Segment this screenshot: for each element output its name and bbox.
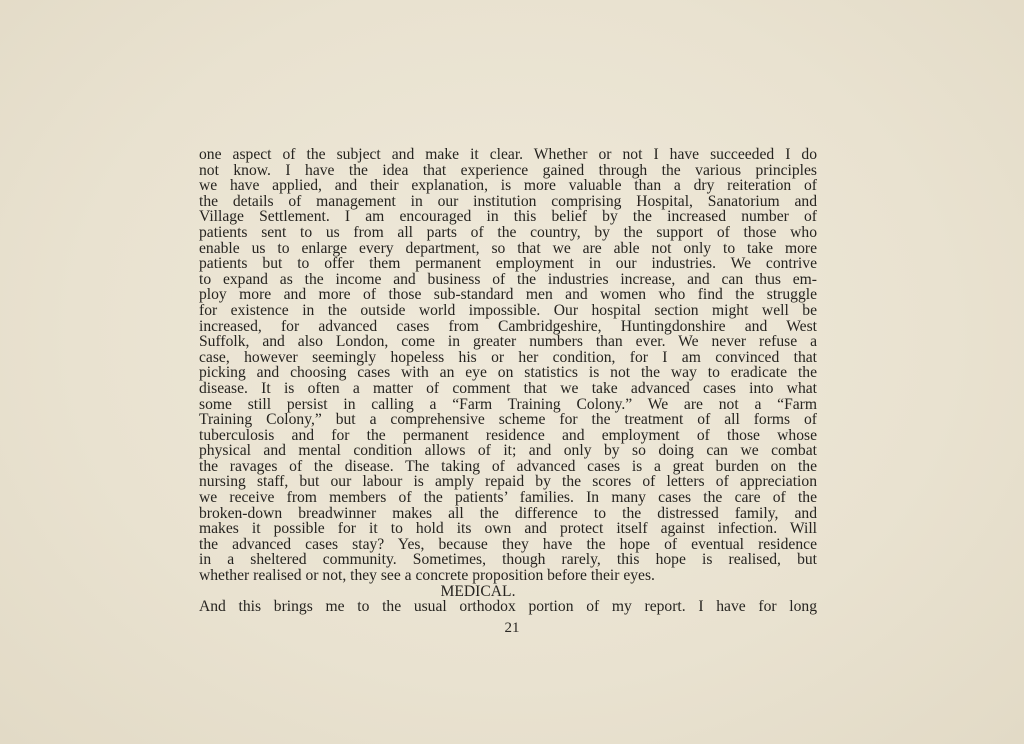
text-line: the ravages of the disease. The taking of advanced cases is a great burden on the: [199, 457, 817, 475]
text-line: patients sent to us from all parts of the country, by the support of those who: [199, 223, 817, 241]
text-line: picking and choosing cases with an eye on statistics is not the way to eradicate the: [199, 364, 817, 382]
text-line: patients but to offer them permanent employment in our industries. We contrive: [199, 255, 817, 273]
text-line: physical and mental condition allows of it; and only by so doing can we combat: [199, 442, 817, 460]
text-line: not know. I have the idea that experience gained through the various principles: [199, 161, 817, 179]
text-line: the advanced cases stay? Yes, because they have the hope of eventual residence: [199, 535, 817, 553]
text-line: ploy more and more of those sub-standard men and women who find the struggle: [199, 286, 817, 304]
text-line: we receive from members of the patients’ families. In many cases the care of the: [199, 489, 817, 507]
section-heading: MEDICAL.: [440, 582, 516, 600]
text-line: case, however seemingly hopeless his or her condition, for I am convinced that: [199, 348, 817, 366]
text-line: the details of management in our institution comprising Hospital, Sanatorium and: [199, 192, 817, 210]
text-line: Training Colony,” but a comprehensive scheme for the treatment of all forms of: [199, 411, 817, 429]
text-line: one aspect of the subject and make it clear. Whether or not I have succeeded I do: [199, 146, 817, 163]
text-line: we have applied, and their explanation, is more valuable than a dry reiteration of: [199, 177, 817, 195]
text-line: And this brings me to the usual orthodox portion of my report. I have for long: [199, 598, 817, 616]
text-line: enable us to enlarge every department, so that we are able not only to take more: [199, 239, 817, 257]
text-line: whether realised or not, they see a concrete proposition before their eyes.: [199, 567, 655, 585]
text-line: makes it possible for it to hold its own and protect itself against infection. Will: [199, 520, 817, 538]
text-line: broken-down breadwinner makes all the difference to the distressed family, and: [199, 504, 817, 522]
text-line: for existence in the outside world impossible. Our hospital section might well be: [199, 301, 817, 319]
text-line: increased, for advanced cases from Cambridgeshire, Huntingdonshire and West: [199, 317, 817, 335]
text-line: Village Settlement. I am encouraged in this belief by the increased number of: [199, 208, 817, 226]
text-line: nursing staff, but our labour is amply repaid by the scores of letters of appreciation: [199, 473, 817, 491]
text-line: to expand as the income and business of the industries increase, and can thus em-: [199, 270, 817, 288]
text-line: tuberculosis and for the permanent residence and employment of those whose: [199, 426, 817, 444]
text-line: disease. It is often a matter of comment that we take advanced cases into what: [199, 379, 817, 397]
body-text: [199, 147, 817, 615]
text-line: in a sheltered community. Sometimes, though rarely, this hope is realised, but: [199, 551, 817, 569]
text-line: Suffolk, and also London, come in greater numbers than ever. We never refuse a: [199, 333, 817, 351]
page-number: 21: [504, 620, 520, 636]
text-line: some still persist in calling a “Farm Training Colony.” We are not a “Farm: [199, 395, 817, 413]
